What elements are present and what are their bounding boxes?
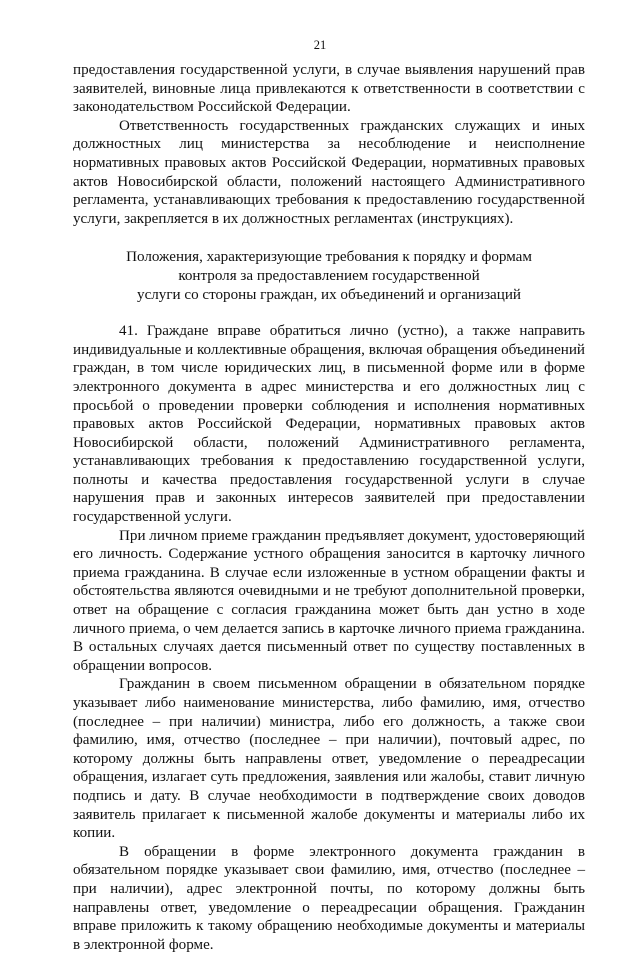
- paragraph-written-appeal: Гражданин в своем письменном обращении в обязательном порядке указывает либо наименование министерства, либо фамилию, имя, отчество (последнее – при наличии) министра, либо его должность, а также свои фамилию, имя, отчество (последнее – при наличии), почтовый адрес, по которому должны быть направлены ответ, уведомление о переадресации обращения, излагает суть предложения, заявления или жалобы, ставит личную подпись и дату. В случае необходимости в подтверждение своих доводов заявитель прилагает к письменной жалобе документы и материалы либо их копии.: [73, 676, 585, 842]
- page-number: 21: [313, 38, 327, 52]
- section-heading: [73, 248, 585, 304]
- paragraph-personal-reception: При личном приеме гражданин предъявляет документ, удостоверяющий его личность. Содержание устного обращения заносится в карточку личного приема гражданина. В случае если изложенные в устном обращении факты и обстоятельства являются очевидными и не требуют дополнительной проверки, ответ на обращение с согласия гражданина может быть дан устно в ходе личного приема, о чем делается запись в карточке личного приема гражданина. В остальных случаях дается письменный ответ по существу поставленных в обращении вопросов.: [73, 527, 586, 674]
- document-body: [73, 61, 585, 954]
- section-heading-line-1: Положения, характеризующие требования к порядку и формам: [126, 249, 532, 266]
- section-heading-line-2: контроля за предоставлением государственной: [178, 267, 480, 284]
- paragraph-continuation: предоставления государственной услуги, в случае выявления нарушений прав заявителей, виновные лица привлекаются к ответственности в соответствии с законодательством Российской Федерации.: [73, 62, 585, 116]
- paragraph-electronic-appeal: В обращении в форме электронного документа гражданин в обязательном порядке указывает свои фамилию, имя, отчество (последнее – при наличии), адрес электронной почты, по которому должны быть направлены ответ, уведомление о переадресации обращения. Гражданин вправе приложить к такому обращению необходимые документы и материалы в электронной форме.: [73, 843, 585, 953]
- section-heading-line-3: услуги со стороны граждан, их объединений и организаций: [137, 286, 521, 303]
- paragraph-responsibility: Ответственность государственных гражданских служащих и иных должностных лиц министерства за несоблюдение и неисполнение нормативных правовых актов Российской Федерации, нормативных правовых актов Новосибирской области, положений настоящего Административного регламента, устанавливающих требования к предоставлению государственной услуги, закрепляется в их должностных регламентах (инструкциях).: [73, 117, 585, 227]
- paragraph-item-41: 41. Граждане вправе обратиться лично (устно), а также направить индивидуальные и коллективные обращения, включая обращения объединений граждан, в том числе юридических лиц, в письменной форме или в форме электронного документа в адрес министерства и его должностных лиц с просьбой о проведении проверки соблюдения и исполнения нормативных правовых актов Российской Федерации, нормативных правовых актов Новосибирской области, положений Административного регламента, устанавливающих требования к предоставлению государственной услуги, полноты и качества предоставления государственной услуги в случае нарушения прав и законных интересов заявителей при предоставлении государственной услуги.: [73, 323, 585, 526]
